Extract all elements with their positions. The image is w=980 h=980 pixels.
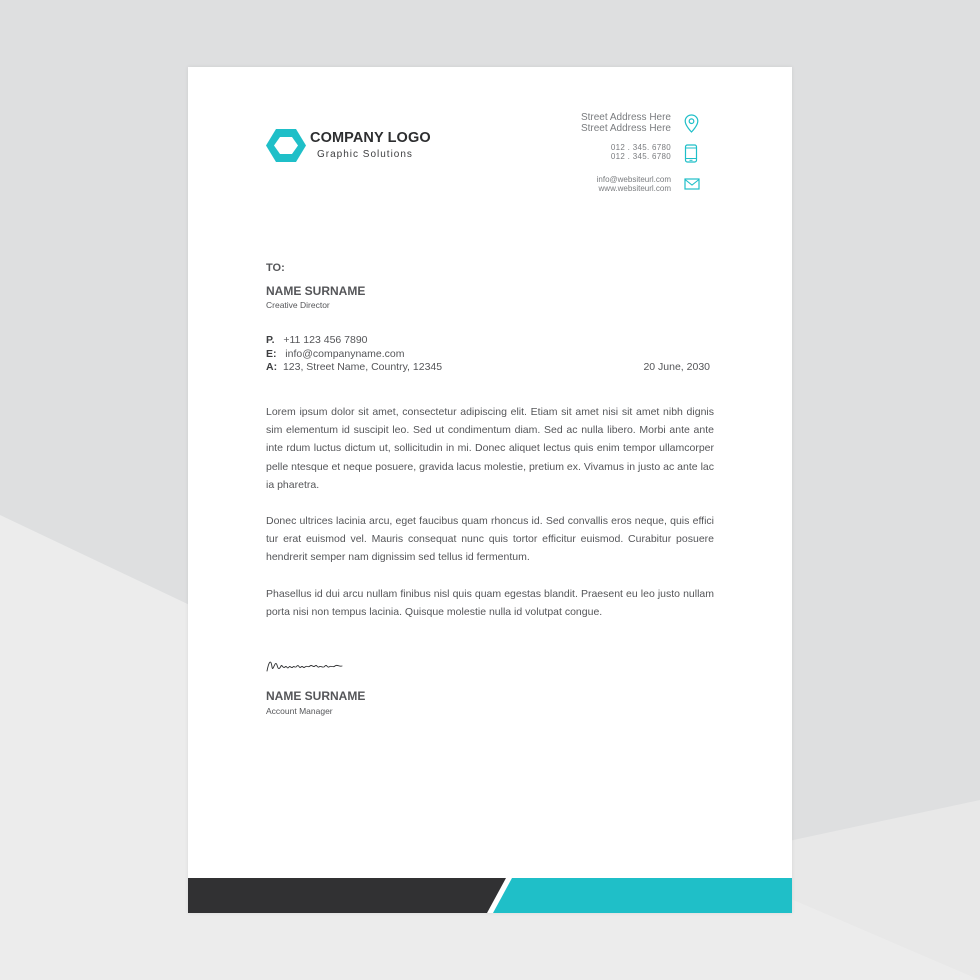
envelope-icon xyxy=(684,178,700,190)
web-line: info@websiteurl.com xyxy=(596,175,671,184)
phone-line: 012 . 345. 6780 xyxy=(610,143,671,152)
web-line: www.websiteurl.com xyxy=(598,184,671,193)
sender-title: Account Manager xyxy=(266,706,333,716)
letterhead-sheet xyxy=(188,67,792,913)
phone-label: P. xyxy=(266,334,275,346)
body-paragraph: Lorem ipsum dolor sit amet, consectetur adipiscing elit. Etiam sit amet nisi sit amet nibh dignis sim elementum id suscipit leo. Sed ut condimentum diam. Sed ac nulla libero. Morbi ante ante inte rdum luctus dictum ut, sollicitudin in mi. Donec aliquet lectus quis enim tempor ullamcorper pelle ntesque et neque posuere, gravida lacus molestie, pretium ex. Vivamus in justo ac ante lac ia pharetra. xyxy=(266,406,714,491)
sender-name: NAME SURNAME xyxy=(266,689,366,703)
recipient-phone xyxy=(266,334,368,346)
address-line: Street Address Here xyxy=(580,112,671,123)
contact-address xyxy=(491,113,671,134)
email-label: E: xyxy=(266,348,277,360)
phone-icon xyxy=(684,144,698,163)
phone-line: 012 . 345. 6780 xyxy=(610,151,671,161)
handwritten-signature xyxy=(266,655,366,677)
address-line: Street Address Here xyxy=(580,122,671,134)
company-name: COMPANY LOGO xyxy=(310,130,431,146)
address-value: 123, Street Name, Country, 12345 xyxy=(282,361,443,373)
hexagon-icon xyxy=(266,127,306,164)
location-pin-icon xyxy=(684,114,699,133)
recipient-title: Creative Director xyxy=(266,300,330,310)
letter-date: 20 June, 2030 xyxy=(643,361,710,373)
recipient-address xyxy=(266,361,442,373)
body-paragraph: Donec ultrices lacinia arcu, eget faucibus quam rhoncus id. Sed convallis eros neque, quis effici tur erat euismod vel. Mauris consequat nunc quis tortor efficitur euismod. Curabitur posuere hendrerit semper nam dignissim sed tellus id fermentum. xyxy=(266,515,714,564)
address-label: A: xyxy=(266,361,278,373)
company-tagline: Graphic Solutions xyxy=(317,149,413,160)
phone-value: +11 123 456 7890 xyxy=(283,334,368,346)
contact-phone xyxy=(491,144,671,161)
recipient-name: NAME SURNAME xyxy=(266,284,366,298)
contact-web xyxy=(491,175,671,193)
email-value: info@companyname.com xyxy=(285,348,405,360)
body-paragraph: Phasellus id dui arcu nullam finibus nisl quis quam egestas blandit. Praesent eu leo justo nullam porta nisi non tempus lacinia. Quisque molestie nulla id volutpat congue. xyxy=(266,588,714,619)
recipient-email xyxy=(266,348,404,360)
footer-band xyxy=(188,878,792,913)
company-logo xyxy=(266,127,436,167)
to-label: TO: xyxy=(266,262,285,274)
